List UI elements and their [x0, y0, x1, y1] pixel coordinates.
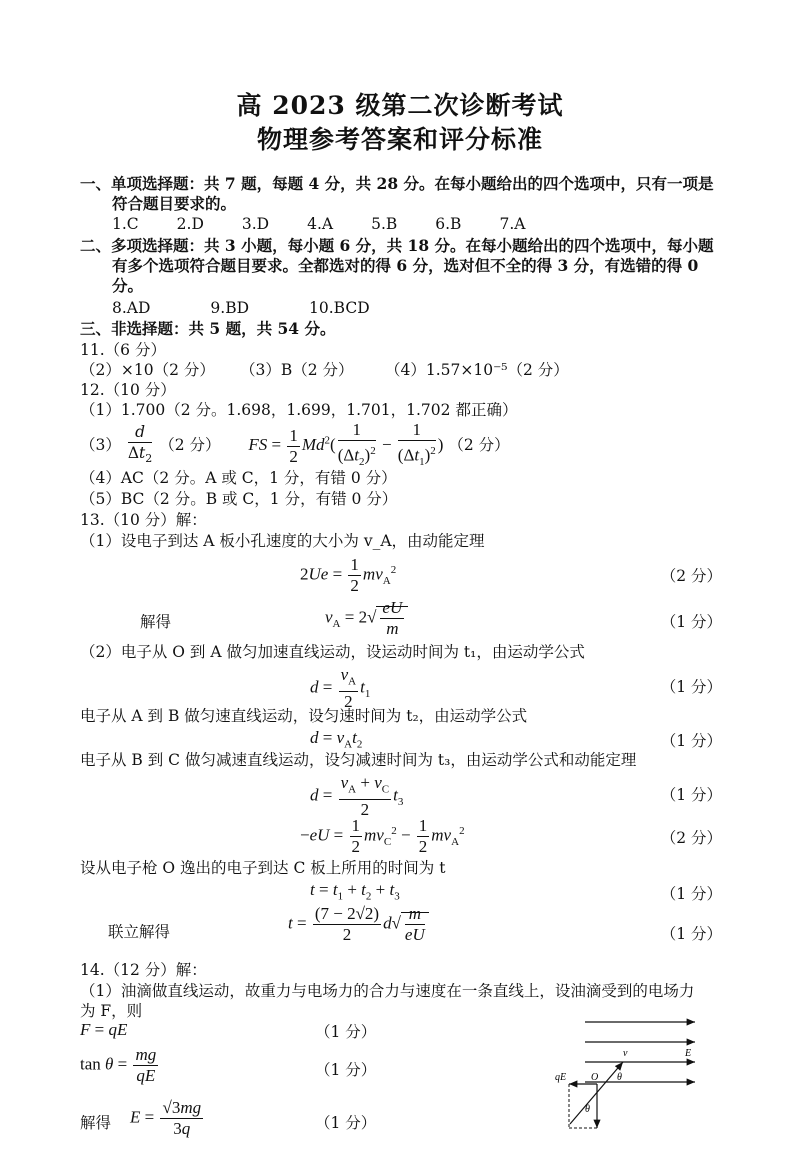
q12-heading: 12.（10 分） — [80, 381, 176, 399]
q14-line-1b: 为 F，则 — [80, 1002, 143, 1020]
label-qe: qE — [555, 1072, 567, 1083]
q13-line-1: （1）设电子到达 A 板小孔速度的大小为 v_A，由动能定理 — [80, 532, 485, 550]
eq-2ue: 2Ue = $\frac{1}{2}$ $mv_A^2$ — [300, 555, 397, 595]
eq-tan: tan θ = $\frac{mg}{qE}$ — [80, 1045, 157, 1085]
q13-line-5: 设从电子枪 O 逸出的电子到达 C 板上所用的时间为 t — [80, 859, 446, 877]
q13-jiede: 解得 — [140, 613, 172, 631]
q13-heading: 13.（10 分）解： — [80, 511, 207, 529]
score-eq-t-final: （1 分） — [660, 925, 722, 943]
score-eq-t-sum: （1 分） — [660, 885, 722, 903]
q12-a3-score-1: （2 分） — [159, 435, 221, 454]
page-title-1: 高 2023 级第二次诊断考试 — [236, 91, 564, 120]
label-e: E — [685, 1048, 692, 1059]
label-v: v — [623, 1048, 628, 1059]
answer-10: 10.BCD — [309, 299, 370, 317]
section-2-heading: 二、多项选择题：共 3 小题，每小题 6 分，共 18 分。在每小题给出的四个选项中，每小题 — [80, 236, 714, 255]
q11-heading: 11.（6 分） — [80, 341, 166, 359]
score-eq-d-t1: （1 分） — [660, 678, 722, 696]
q11-answer-3: （3）B（2 分） — [240, 361, 354, 379]
section-2-heading-cont2: 分。 — [112, 276, 144, 295]
formula-d-over-dt2: $\frac{d}{\Delta t_2}$ — [127, 423, 153, 466]
answer-2: 2.D — [176, 215, 204, 233]
answer-6: 6.B — [435, 215, 462, 233]
eq-e-result: E = $\frac{√3mg}{3q}$ — [130, 1098, 202, 1138]
answer-7: 7.A — [499, 215, 526, 233]
score-eq-energy: （2 分） — [660, 829, 722, 847]
q12-answer-5: （5）BC（2 分。B 或 C，1 分，有错 0 分） — [80, 490, 398, 508]
q12-a3-label: （3） — [80, 435, 121, 454]
q12-answer-3 — [80, 420, 510, 472]
score-eq-va: （1 分） — [660, 613, 722, 631]
page-title-2: 物理参考答案和评分标准 — [256, 125, 543, 154]
score-eq-tan: （1 分） — [315, 1061, 377, 1079]
label-o: O — [591, 1072, 599, 1083]
answer-8: 8.AD — [112, 299, 151, 317]
score-eq-f-qe: （1 分） — [315, 1023, 377, 1041]
answer-4: 4.A — [307, 215, 334, 233]
eq-t-final: t = $\frac{(7 - 2√2)}{2}$ d√ $\frac{m}{eU}$ — [288, 904, 429, 945]
score-eq-d-t2: （1 分） — [660, 732, 722, 750]
formula-fs: FS = $\frac{1}{2}$ Md$^2$( $\frac{1}{(\Delta t_2)^2}$ − $\frac{1}{(\Delta t_1)^2}$ ) — [248, 420, 444, 469]
q11-answer-4: （4）1.57×10⁻⁵（2 分） — [385, 361, 569, 379]
q14-jiede: 解得 — [80, 1114, 112, 1132]
force-diagram — [555, 1012, 705, 1137]
section-2-heading-cont: 有多个选项符合题目要求。全都选对的得 6 分，选对但不全的得 3 分，有选错的得 0 — [112, 256, 699, 275]
q13-line-2: （2）电子从 O 到 A 做匀加速直线运动，设运动时间为 t₁，由运动学公式 — [80, 643, 585, 661]
q13-line-4: 电子从 B 到 C 做匀减速直线运动，设匀减速时间为 t₃，由运动学公式和动能定理 — [80, 751, 637, 769]
label-theta-2: θ — [585, 1104, 590, 1115]
label-theta: θ — [617, 1072, 622, 1083]
score-eq-d-t3: （1 分） — [660, 786, 722, 804]
eq-t-sum: $t = t_1 + t_2 + t_3$ — [310, 880, 400, 903]
score-eq-2ue: （2 分） — [660, 567, 722, 585]
eq-va: $v_A = 2√$ $\frac{eU}{m}$ — [325, 598, 408, 639]
section-1-answers — [112, 214, 525, 234]
eq-f-qe: F = qE — [80, 1020, 128, 1039]
section-1-heading: 一、单项选择题：共 7 题，每题 4 分，共 28 分。在每小题给出的四个选项中，只有一项是 — [80, 174, 714, 193]
eq-d-t1: d = $\frac{v_A}{2}$ $t_1$ — [310, 665, 371, 712]
q12-a3-score-2: （2 分） — [448, 435, 510, 454]
q12-answer-1: （1）1.700（2 分。1.698，1.699，1.701，1.702 都正确） — [80, 401, 518, 419]
eq-energy: −eU = $\frac{1}{2}$ $mv_C^2$ − $\frac{1}{2}$ $mv_A^2$ — [300, 816, 465, 856]
section-2-answers — [112, 298, 370, 318]
answer-3: 3.D — [241, 215, 270, 233]
section-3-heading: 三、非选择题：共 5 题，共 54 分。 — [80, 319, 336, 338]
eq-d-t2: $d = v_At_2$ — [310, 728, 363, 751]
q14-line-1: （1）油滴做直线运动，故重力与电场力的合力与速度在一条直线上，设油滴受到的电场力 — [80, 982, 695, 1000]
answer-5: 5.B — [371, 215, 398, 233]
answer-9: 9.BD — [210, 299, 250, 317]
q12-answer-4: （4）AC（2 分。A 或 C，1 分，有错 0 分） — [80, 469, 397, 487]
section-1-heading-cont: 符合题目要求的。 — [112, 194, 237, 213]
answer-1: 1.C — [112, 215, 139, 233]
score-eq-e-result: （1 分） — [315, 1114, 377, 1132]
q11-answer-2: （2）×10（2 分） — [80, 361, 215, 379]
q14-heading: 14.（12 分）解： — [80, 961, 207, 979]
q13-line-3: 电子从 A 到 B 做匀速直线运动，设匀速时间为 t₂，由运动学公式 — [80, 707, 528, 725]
q13-lianli: 联立解得 — [108, 923, 171, 941]
eq-d-t3: d = $\frac{v_A + v_C}{2}$ $t_3$ — [310, 773, 404, 820]
